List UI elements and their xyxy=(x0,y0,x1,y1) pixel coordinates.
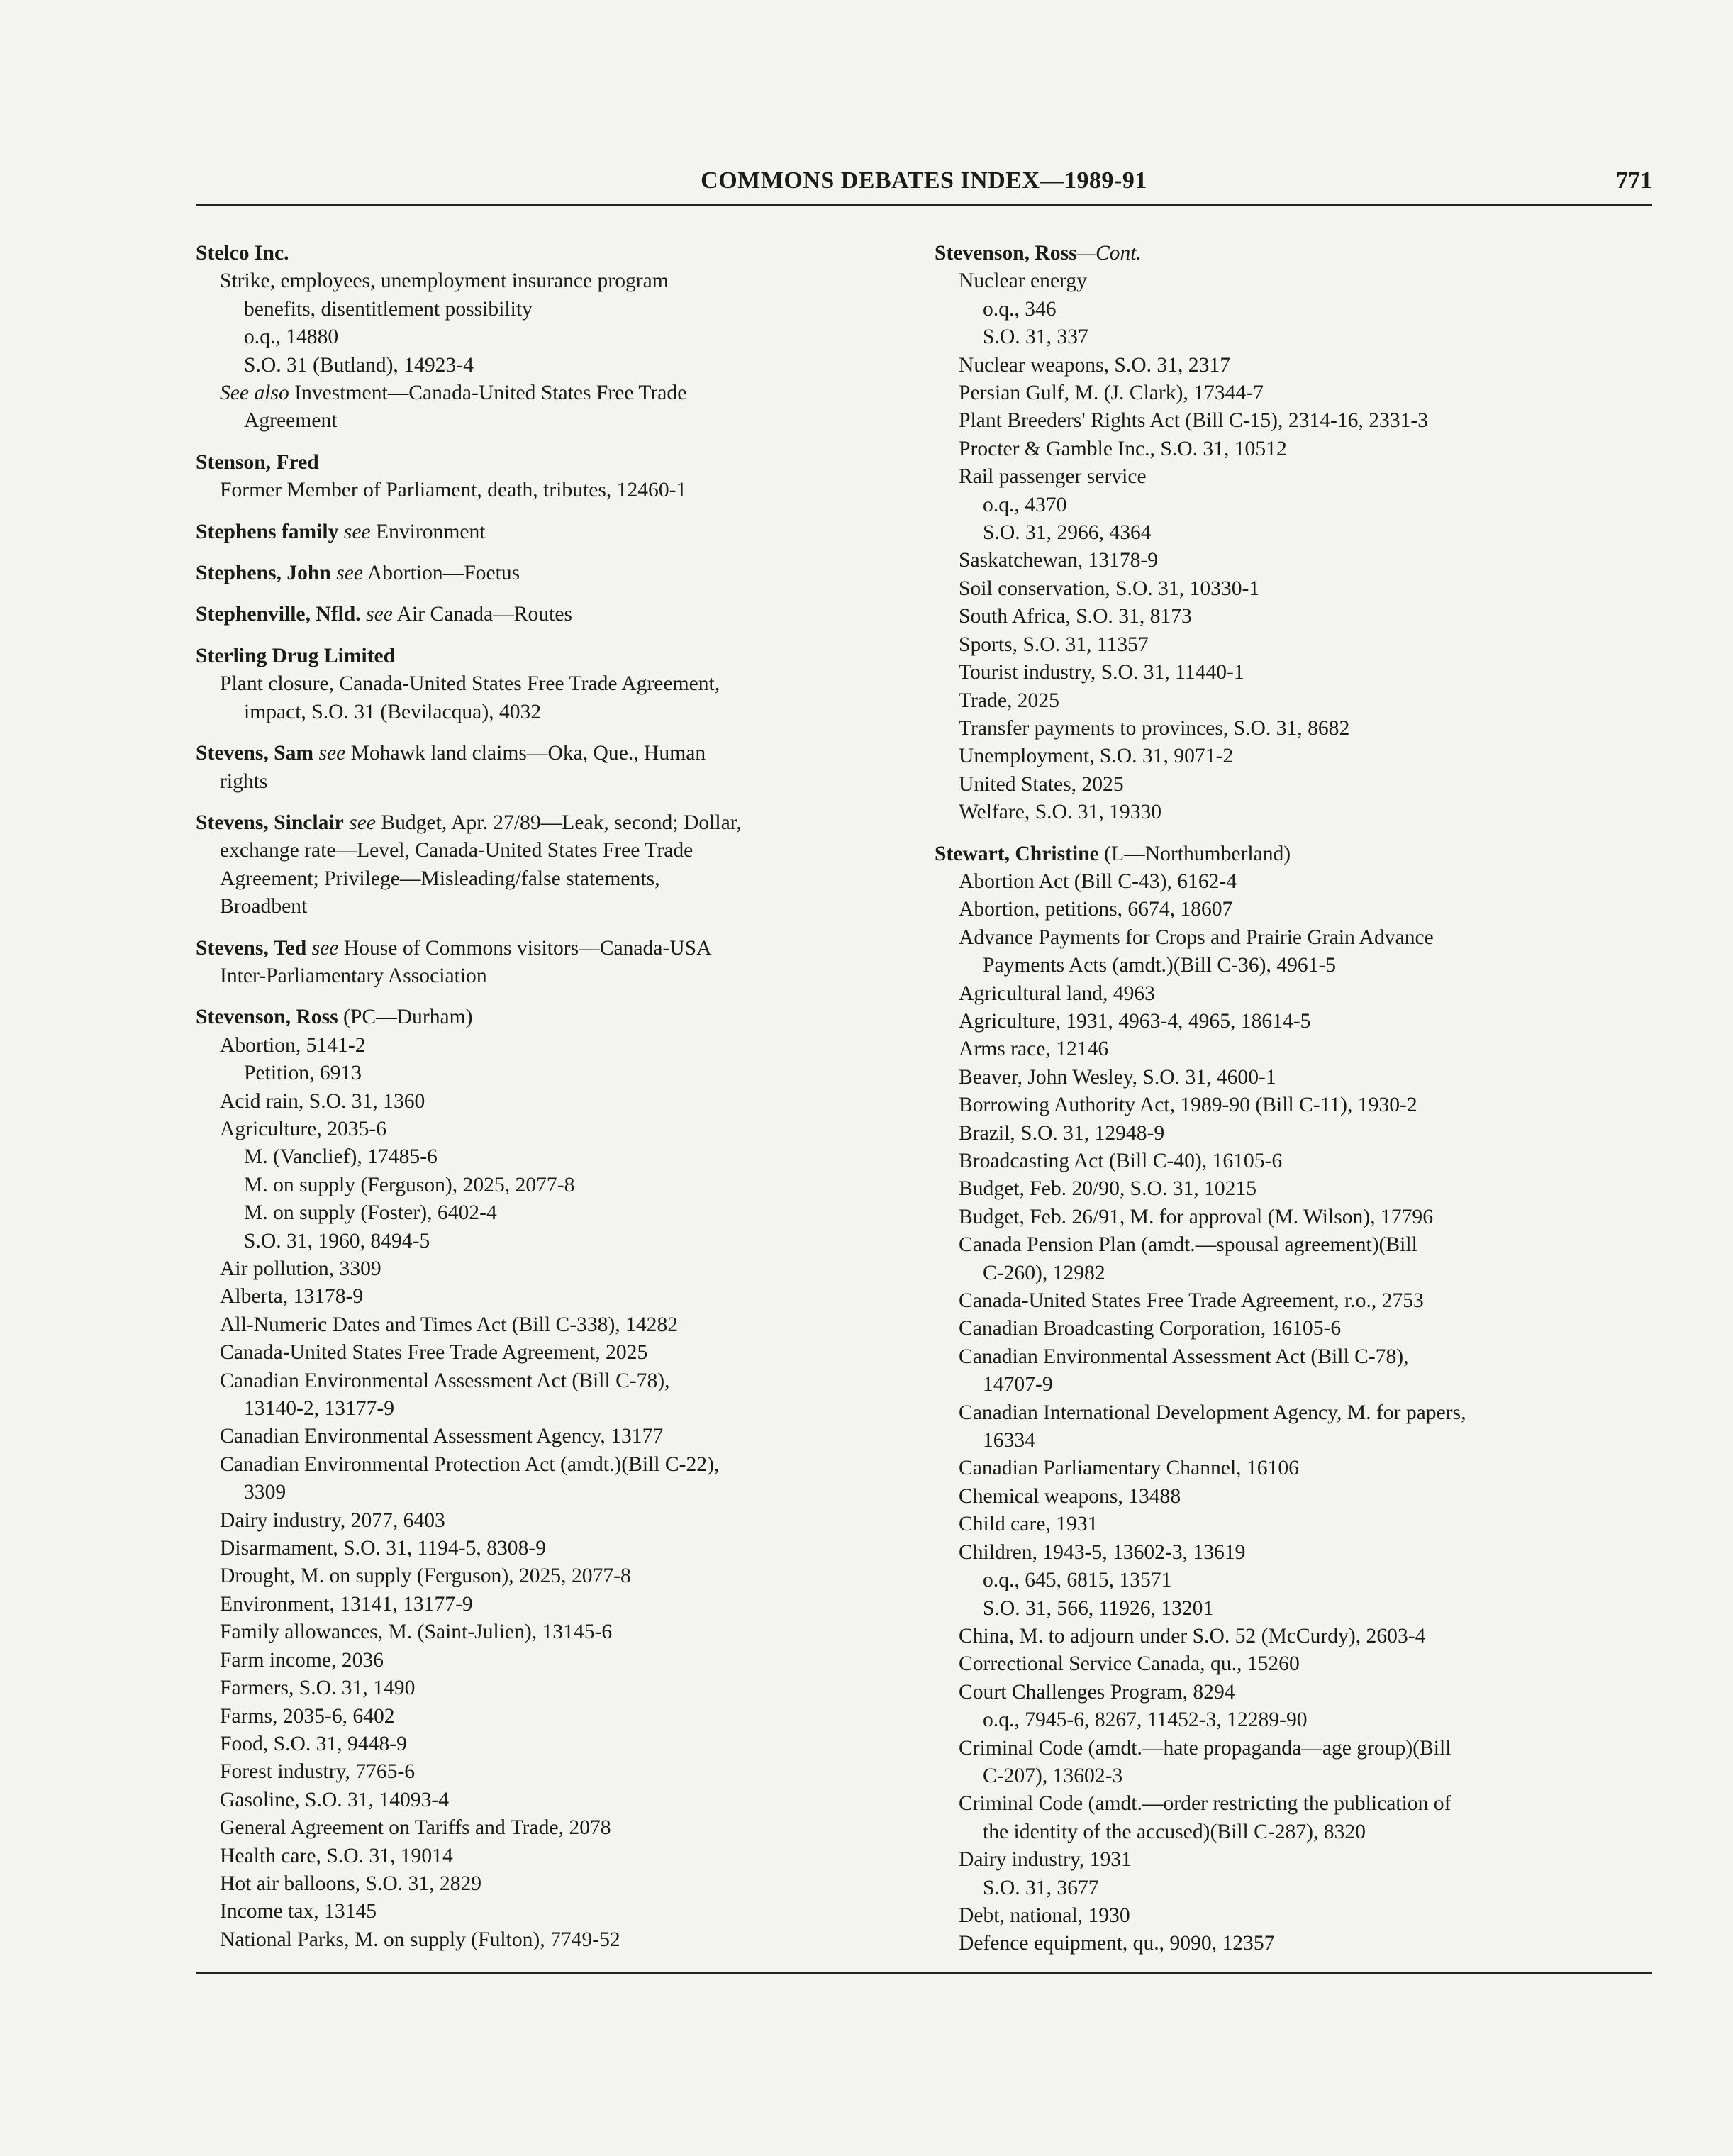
entry-heading-line xyxy=(196,601,884,628)
entry-text: Trade, 2025 xyxy=(959,689,1059,712)
entry-text: Advance Payments for Crops and Prairie Grain Advance xyxy=(959,926,1434,949)
entry-text: Canadian Broadcasting Corporation, 16105-6 xyxy=(959,1317,1342,1340)
entry-text: S.O. 31, 3677 xyxy=(983,1876,1099,1899)
entry-subentry-line xyxy=(935,435,1651,463)
entry-text: Brazil, S.O. 31, 12948-9 xyxy=(959,1121,1165,1145)
entry-text: Family allowances, M. (Saint-Julien), 13145-6 xyxy=(220,1621,613,1644)
entry-text: Farmers, S.O. 31, 1490 xyxy=(220,1677,416,1700)
entry-text: Nuclear energy xyxy=(959,270,1088,293)
entry-subentry-line xyxy=(935,631,1651,659)
entry-subentry-line xyxy=(935,296,1651,323)
entry-text: Canadian Parliamentary Channel, 16106 xyxy=(959,1457,1299,1480)
entry-text: rights xyxy=(220,769,268,793)
entry-subentry-line xyxy=(196,379,884,407)
entry-subentry-line xyxy=(196,1228,884,1255)
entry-heading-line xyxy=(935,840,1651,868)
entry-subentry-line xyxy=(935,547,1651,574)
entry-subentry-line xyxy=(935,1818,1651,1846)
entry-text: Income tax, 13145 xyxy=(220,1900,377,1923)
entry-text: Alberta, 13178-9 xyxy=(220,1285,364,1308)
entry-heading-line xyxy=(196,449,884,477)
entry-text: Environment xyxy=(370,520,486,543)
entry-subentry-line xyxy=(935,407,1651,435)
cross-reference-marker: —Cont. xyxy=(1076,242,1142,265)
entry-text: Criminal Code (amdt.—hate propaganda—age group)(Bill xyxy=(959,1736,1451,1760)
entry-text: Disarmament, S.O. 31, 1194-5, 8308-9 xyxy=(220,1537,547,1560)
entry-subentry-line xyxy=(196,1143,884,1171)
entry-heading: Stevens, Ted xyxy=(196,936,307,960)
entry-text: Budget, Feb. 26/91, M. for approval (M. Wilson), 17796 xyxy=(959,1205,1433,1228)
entry-heading-line xyxy=(196,560,884,587)
entry-subentry-line xyxy=(935,1679,1651,1706)
entry-subentry-line xyxy=(935,1483,1651,1511)
index-entry xyxy=(196,449,884,505)
entry-subentry-line xyxy=(196,1647,884,1674)
entry-text: Persian Gulf, M. (J. Clark), 17344-7 xyxy=(959,382,1264,405)
entry-subentry-line xyxy=(196,1814,884,1842)
entry-text: Procter & Gamble Inc., S.O. 31, 10512 xyxy=(959,437,1287,460)
entry-text: Canadian International Development Agency, M. for papers, xyxy=(959,1401,1466,1424)
index-entry xyxy=(196,518,884,546)
entry-subentry-line xyxy=(935,771,1651,799)
entry-text: Debt, national, 1930 xyxy=(959,1904,1130,1927)
entry-subentry-line xyxy=(935,659,1651,687)
entry-subentry-line xyxy=(935,1315,1651,1343)
entry-subentry-line xyxy=(196,352,884,379)
entry-subentry-line xyxy=(935,491,1651,519)
entry-subentry-line xyxy=(196,1199,884,1227)
entry-text: 16334 xyxy=(983,1429,1035,1452)
entry-heading-line xyxy=(196,240,884,267)
index-entry xyxy=(196,240,884,435)
entry-text: Canada-United States Free Trade Agreement, r.o., 2753 xyxy=(959,1289,1424,1313)
page-header xyxy=(196,167,1652,203)
entry-heading-line xyxy=(196,1004,884,1031)
entry-subentry-line xyxy=(196,1843,884,1870)
entry-subentry-line xyxy=(935,1091,1651,1119)
entry-subentry-line xyxy=(935,980,1651,1008)
entry-text: Acid rain, S.O. 31, 1360 xyxy=(220,1089,425,1113)
entry-text: Strike, employees, unemployment insurance program xyxy=(220,270,669,293)
entry-subentry-line xyxy=(935,687,1651,715)
entry-text: exchange rate—Level, Canada-United States Free Trade xyxy=(220,839,693,862)
entry-text: Defence equipment, qu., 9090, 12357 xyxy=(959,1932,1275,1955)
entry-text: Health care, S.O. 31, 19014 xyxy=(220,1844,453,1867)
entry-text: S.O. 31, 2966, 4364 xyxy=(983,521,1152,545)
entry-text: S.O. 31, 1960, 8494-5 xyxy=(244,1229,430,1252)
entry-text: Agricultural land, 4963 xyxy=(959,982,1155,1005)
entry-subentry-line xyxy=(935,379,1651,407)
entry-text: Farm income, 2036 xyxy=(220,1648,384,1672)
entry-heading: Stenson, Fred xyxy=(196,450,319,474)
cross-reference-marker: see xyxy=(313,742,346,765)
entry-subentry-line xyxy=(935,519,1651,547)
entry-subentry-line xyxy=(196,1311,884,1339)
cross-reference-marker: see xyxy=(360,603,393,626)
entry-subentry-line xyxy=(935,575,1651,603)
entry-subentry-line xyxy=(935,1343,1651,1371)
entry-text: Dairy industry, 1931 xyxy=(959,1848,1132,1872)
entry-text: C-207), 13602-3 xyxy=(983,1764,1123,1787)
entry-text: Saskatchewan, 13178-9 xyxy=(959,549,1159,572)
entry-text: Child care, 1931 xyxy=(959,1513,1098,1536)
entry-subentry-line xyxy=(196,962,884,990)
entry-subentry-line xyxy=(935,1148,1651,1175)
entry-subentry-line xyxy=(196,1032,884,1060)
entry-text: Plant Breeders' Rights Act (Bill C-15), 2314-16, 2331-3 xyxy=(959,409,1429,433)
entry-subentry-line xyxy=(935,1902,1651,1930)
entry-text: S.O. 31, 566, 11926, 13201 xyxy=(983,1596,1214,1620)
entry-subentry-line xyxy=(196,1507,884,1535)
entry-subentry-line xyxy=(935,1204,1651,1231)
entry-subentry-line xyxy=(196,1339,884,1367)
entry-heading-line xyxy=(196,643,884,670)
cross-reference-marker: see xyxy=(306,936,339,960)
entry-text: Agreement xyxy=(244,409,338,433)
entry-text: United States, 2025 xyxy=(959,772,1124,796)
entry-subentry-line xyxy=(196,1451,884,1479)
entry-heading: Stevenson, Ross xyxy=(935,242,1077,265)
entry-text: Abortion Act (Bill C-43), 6162-4 xyxy=(959,869,1237,893)
entry-heading: Stelco Inc. xyxy=(196,242,289,265)
entry-subentry-line xyxy=(935,1511,1651,1538)
entry-subentry-line xyxy=(935,1846,1651,1874)
entry-subentry-line xyxy=(935,1064,1651,1091)
entry-subentry-line xyxy=(196,1479,884,1506)
entry-text: General Agreement on Tariffs and Trade, 2078 xyxy=(220,1816,611,1840)
entry-subentry-line xyxy=(935,1650,1651,1678)
entry-text: Agriculture, 1931, 4963-4, 4965, 18614-5 xyxy=(959,1009,1311,1033)
entry-text: Nuclear weapons, S.O. 31, 2317 xyxy=(959,353,1230,377)
entry-text: (L—Northumberland) xyxy=(1098,842,1291,865)
entry-text: Inter-Parliamentary Association xyxy=(220,964,487,987)
entry-subentry-line xyxy=(935,896,1651,923)
entry-subentry-line xyxy=(935,868,1651,896)
entry-subentry-line xyxy=(196,1730,884,1758)
entry-subentry-line xyxy=(196,407,884,435)
entry-subentry-line xyxy=(935,603,1651,630)
entry-text: o.q., 4370 xyxy=(983,493,1067,516)
entry-subentry-line xyxy=(196,1674,884,1702)
entry-text: Tourist industry, S.O. 31, 11440-1 xyxy=(959,661,1244,684)
entry-text: Soil conservation, S.O. 31, 10330-1 xyxy=(959,577,1260,600)
entry-subentry-line xyxy=(196,1088,884,1116)
entry-text: Budget, Feb. 20/90, S.O. 31, 10215 xyxy=(959,1177,1257,1201)
entry-subentry-line xyxy=(196,865,884,893)
entry-subentry-line xyxy=(196,1535,884,1562)
entry-text: (PC—Durham) xyxy=(338,1006,473,1029)
entry-text: C-260), 12982 xyxy=(983,1261,1105,1284)
entry-text: Broadbent xyxy=(220,895,308,918)
entry-text: M. (Vanclief), 17485-6 xyxy=(244,1145,438,1169)
page-title: COMMONS DEBATES INDEX—1989-91 xyxy=(701,167,1147,194)
entry-subentry-line xyxy=(196,296,884,323)
index-entry xyxy=(196,809,884,921)
index-column-right xyxy=(935,240,1651,1972)
entry-subentry-line xyxy=(935,1399,1651,1427)
entry-heading: Stevens, Sam xyxy=(196,742,314,765)
entry-text: S.O. 31, 337 xyxy=(983,326,1088,349)
entry-text: the identity of the accused)(Bill C-287), 8320 xyxy=(983,1820,1366,1843)
entry-heading-line xyxy=(196,935,884,962)
entry-text: o.q., 7945-6, 8267, 11452-3, 12289-90 xyxy=(983,1708,1308,1732)
entry-text: National Parks, M. on supply (Fulton), 7749-52 xyxy=(220,1928,620,1951)
entry-text: 3309 xyxy=(244,1481,286,1504)
entry-text: Canadian Environmental Assessment Act (Bill C-78), xyxy=(220,1369,670,1392)
entry-subentry-line xyxy=(935,1762,1651,1790)
entry-text: Unemployment, S.O. 31, 9071-2 xyxy=(959,745,1234,768)
entry-text: o.q., 346 xyxy=(983,297,1057,321)
entry-text: benefits, disentitlement possibility xyxy=(244,297,533,321)
header-rule xyxy=(196,204,1652,206)
entry-subentry-line xyxy=(196,837,884,865)
entry-subentry-line xyxy=(935,1287,1651,1315)
entry-text: Former Member of Parliament, death, tributes, 12460-1 xyxy=(220,479,687,502)
entry-text: Canadian Environmental Protection Act (amdt.)(Bill C-22), xyxy=(220,1452,720,1476)
entry-heading-line xyxy=(935,240,1651,267)
entry-text: Rail passenger service xyxy=(959,465,1147,489)
entry-text: Arms race, 12146 xyxy=(959,1038,1109,1061)
entry-text: Agriculture, 2035-6 xyxy=(220,1117,387,1140)
entry-subentry-line xyxy=(935,352,1651,379)
entry-subentry-line xyxy=(196,1395,884,1423)
entry-text: All-Numeric Dates and Times Act (Bill C-338), 14282 xyxy=(220,1313,679,1336)
entry-text: Budget, Apr. 27/89—Leak, second; Dollar, xyxy=(376,811,742,834)
entry-subentry-line xyxy=(935,1706,1651,1734)
entry-text: o.q., 645, 6815, 13571 xyxy=(983,1569,1172,1592)
cross-reference-marker: see xyxy=(343,811,376,834)
entry-text: Payments Acts (amdt.)(Bill C-36), 4961-5 xyxy=(983,954,1337,977)
entry-heading: Stevens, Sinclair xyxy=(196,811,344,834)
page-number: 771 xyxy=(1616,167,1652,194)
entry-subentry-line xyxy=(196,1172,884,1199)
entry-subentry-line xyxy=(935,1175,1651,1203)
entry-text: Abortion—Foetus xyxy=(362,562,520,585)
cross-reference-marker: see xyxy=(330,562,363,585)
entry-subentry-line xyxy=(196,670,884,698)
entry-text: Abortion, petitions, 6674, 18607 xyxy=(959,898,1233,921)
entry-heading-line xyxy=(196,740,884,767)
entry-subentry-line xyxy=(196,1758,884,1786)
index-entry xyxy=(196,740,884,796)
entry-subentry-line xyxy=(196,1703,884,1730)
entry-subentry-line xyxy=(935,1539,1651,1567)
entry-text: M. on supply (Ferguson), 2025, 2077-8 xyxy=(244,1173,575,1196)
footer-rule xyxy=(196,1972,1652,1974)
entry-heading: Stephens family xyxy=(196,520,339,543)
entry-subentry-line xyxy=(935,1595,1651,1623)
index-column-left xyxy=(196,240,884,1967)
entry-text: Correctional Service Canada, qu., 15260 xyxy=(959,1652,1300,1676)
index-entry xyxy=(935,240,1651,827)
entry-subentry-line xyxy=(196,1283,884,1311)
entry-text: Canadian Environmental Assessment Agency, 13177 xyxy=(220,1425,664,1448)
entry-subentry-line xyxy=(935,463,1651,491)
entry-text: 13140-2, 13177-9 xyxy=(244,1397,395,1421)
entry-subentry-line xyxy=(935,1371,1651,1399)
entry-heading-line xyxy=(196,518,884,546)
entry-text: Air Canada—Routes xyxy=(392,603,573,626)
entry-subentry-line xyxy=(196,1787,884,1814)
entry-text: House of Commons visitors—Canada-USA xyxy=(338,936,712,960)
entry-subentry-line xyxy=(935,1260,1651,1287)
entry-text: Chemical weapons, 13488 xyxy=(959,1484,1181,1508)
entry-text: Beaver, John Wesley, S.O. 31, 4600-1 xyxy=(959,1065,1276,1089)
entry-text: China, M. to adjourn under S.O. 52 (McCurdy), 2603-4 xyxy=(959,1624,1426,1647)
entry-subentry-line xyxy=(196,1926,884,1954)
entry-subentry-line xyxy=(935,1567,1651,1594)
entry-text: Gasoline, S.O. 31, 14093-4 xyxy=(220,1788,450,1811)
entry-text: Air pollution, 3309 xyxy=(220,1257,381,1280)
entry-subentry-line xyxy=(935,924,1651,952)
entry-text: Broadcasting Act (Bill C-40), 16105-6 xyxy=(959,1150,1283,1172)
entry-subentry-line xyxy=(196,1116,884,1143)
entry-text: Court Challenges Program, 8294 xyxy=(959,1680,1235,1704)
entry-text: Sports, S.O. 31, 11357 xyxy=(959,633,1149,656)
entry-subentry-line xyxy=(935,1623,1651,1650)
entry-subentry-line xyxy=(196,1255,884,1283)
entry-subentry-line xyxy=(935,1035,1651,1063)
entry-text: o.q., 14880 xyxy=(244,326,339,349)
entry-subentry-line xyxy=(935,799,1651,826)
cross-reference-marker: See also xyxy=(220,382,289,405)
entry-subentry-line xyxy=(196,1367,884,1395)
entry-text: Agreement; Privilege—Misleading/false statements, xyxy=(220,867,660,890)
entry-subentry-line xyxy=(196,768,884,796)
cross-reference-marker: see xyxy=(338,520,371,543)
entry-text: South Africa, S.O. 31, 8173 xyxy=(959,605,1192,628)
entry-text: Canada-United States Free Trade Agreement, 2025 xyxy=(220,1341,648,1365)
entry-heading: Stephens, John xyxy=(196,562,331,585)
entry-subentry-line xyxy=(196,1591,884,1618)
entry-text: Hot air balloons, S.O. 31, 2829 xyxy=(220,1872,482,1895)
entry-text: Canadian Environmental Assessment Act (Bill C-78), xyxy=(959,1345,1409,1368)
entry-subentry-line xyxy=(935,1930,1651,1957)
entry-subentry-line xyxy=(935,1427,1651,1455)
entry-text: Transfer payments to provinces, S.O. 31, 8682 xyxy=(959,716,1350,740)
entry-subentry-line xyxy=(196,1618,884,1646)
index-entry xyxy=(196,1004,884,1954)
index-entry xyxy=(196,601,884,628)
entry-subentry-line xyxy=(196,1423,884,1450)
index-entry xyxy=(196,560,884,587)
entry-subentry-line xyxy=(935,1231,1651,1259)
entry-text: Drought, M. on supply (Ferguson), 2025, 2077-8 xyxy=(220,1565,631,1588)
entry-text: Children, 1943-5, 13602-3, 13619 xyxy=(959,1540,1246,1564)
entry-text: impact, S.O. 31 (Bevilacqua), 4032 xyxy=(244,700,542,723)
entry-subentry-line xyxy=(935,1790,1651,1818)
entry-subentry-line xyxy=(935,952,1651,979)
entry-text: Abortion, 5141-2 xyxy=(220,1033,366,1057)
entry-heading: Stewart, Christine xyxy=(935,842,1099,865)
entry-text: 14707-9 xyxy=(983,1373,1053,1396)
entry-subentry-line xyxy=(935,1120,1651,1148)
entry-text: Food, S.O. 31, 9448-9 xyxy=(220,1732,407,1755)
entry-text: Criminal Code (amdt.—order restricting the publication of xyxy=(959,1792,1451,1816)
entry-text: Farms, 2035-6, 6402 xyxy=(220,1704,395,1728)
entry-subentry-line xyxy=(935,1008,1651,1035)
entry-subentry-line xyxy=(935,1455,1651,1482)
entry-subentry-line xyxy=(935,743,1651,770)
entry-text: Forest industry, 7765-6 xyxy=(220,1760,416,1784)
entry-text: Welfare, S.O. 31, 19330 xyxy=(959,801,1162,824)
entry-heading: Sterling Drug Limited xyxy=(196,644,396,667)
entry-subentry-line xyxy=(935,323,1651,351)
entry-subentry-line xyxy=(196,267,884,295)
entry-text: Dairy industry, 2077, 6403 xyxy=(220,1508,445,1532)
entry-text: Mohawk land claims—Oka, Que., Human xyxy=(345,742,706,765)
entry-subentry-line xyxy=(196,323,884,351)
entry-subentry-line xyxy=(935,1874,1651,1902)
entry-subentry-line xyxy=(935,267,1651,295)
entry-subentry-line xyxy=(196,1898,884,1926)
entry-subentry-line xyxy=(196,893,884,921)
entry-text: Canada Pension Plan (amdt.—spousal agreement)(Bill xyxy=(959,1233,1417,1257)
entry-subentry-line xyxy=(935,1735,1651,1762)
index-entry xyxy=(935,840,1651,1958)
entry-text: Petition, 6913 xyxy=(244,1062,362,1085)
entry-heading: Stevenson, Ross xyxy=(196,1006,338,1029)
entry-text: Environment, 13141, 13177-9 xyxy=(220,1592,473,1616)
entry-text: M. on supply (Foster), 6402-4 xyxy=(244,1201,497,1225)
entry-subentry-line xyxy=(935,715,1651,743)
entry-subentry-line xyxy=(196,1562,884,1590)
entry-text: Borrowing Authority Act, 1989-90 (Bill C-11), 1930-2 xyxy=(959,1094,1417,1117)
entry-heading: Stephenville, Nfld. xyxy=(196,603,361,626)
entry-text: Plant closure, Canada-United States Free Trade Agreement, xyxy=(220,672,720,696)
entry-subentry-line xyxy=(196,1060,884,1087)
entry-text: S.O. 31 (Butland), 14923-4 xyxy=(244,353,474,377)
entry-subentry-line xyxy=(196,699,884,726)
entry-text: Investment—Canada-United States Free Trade xyxy=(289,382,687,405)
entry-subentry-line xyxy=(196,1870,884,1898)
entry-subentry-line xyxy=(196,477,884,504)
entry-heading-line xyxy=(196,809,884,837)
index-entry xyxy=(196,935,884,991)
index-entry xyxy=(196,643,884,726)
